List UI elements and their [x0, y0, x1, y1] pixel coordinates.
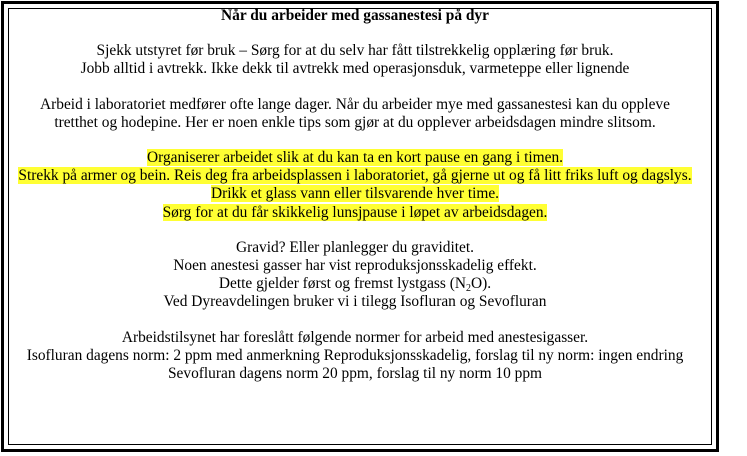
nitrous-oxide-text: Dette gjelder først og fremst lystgass (N: [218, 275, 466, 293]
tip-highlight-1: Organiserer arbeidet slik at du kan ta en kort pause en gang i timen.: [147, 149, 563, 167]
norms-line-1: Arbeidstilsynet har foreslått følgende normer for arbeid med anestesigasser.: [121, 328, 589, 346]
tip-highlight-3: Drikk et glass vann eller tilsvarende hver time.: [210, 185, 500, 203]
document-title: Når du arbeider med gassanestesi på dyr: [221, 7, 489, 24]
pregnancy-line-3: [0, 275, 710, 293]
pregnancy-line-1: Gravid? Eller planlegger du graviditet.: [235, 238, 475, 256]
norms-line-3: Sevofluran dagens norm 20 ppm, forslag til ny norm 10 ppm: [167, 365, 543, 383]
spacer: [0, 132, 710, 149]
intro-line-1: Sjekk utstyret før bruk – Sørg for at du selv har fått tilstrekkelig opplæring før bruk.: [96, 42, 614, 60]
tip-line-4: [0, 204, 710, 222]
intro-line-2: Jobb alltid i avtrekk. Ikke dekk til avtrekk med operasjonsduk, varmeteppe eller lignende: [80, 60, 630, 78]
tip-highlight-4: Sørg for at du får skikkelig lunsjpause i løpet av arbeidsdagen.: [162, 203, 548, 221]
pregnancy-line-2: Noen anestesi gasser har vist reproduksjonsskadelig effekt.: [173, 257, 537, 275]
spacer: [0, 79, 710, 96]
spacer: [0, 312, 710, 329]
norms-line-2: Isofluran dagens norm: 2 ppm med anmerkning Reproduksjonsskadelig, forslag til ny norm: ingen endring: [26, 346, 684, 364]
tip-highlight-2: Strekk på armer og bein. Reis deg fra arbeidsplassen i laboratoriet, gå gjerne ut og få litt friks luft og dagslys.: [18, 167, 692, 185]
tip-line-2: [0, 167, 710, 185]
nitrous-oxide-suffix: O).: [470, 275, 492, 293]
spacer: [0, 222, 710, 239]
workday-line-1: Arbeid i laboratoriet medfører ofte lange dager. Når du arbeider mye med gassanestesi kan du oppleve: [40, 95, 670, 113]
document-body: [0, 7, 710, 383]
tip-line-3: [0, 185, 710, 203]
tip-line-1: [0, 149, 710, 167]
pregnancy-line-4: Ved Dyreavdelingen bruker vi i tilegg Isofluran og Sevofluran: [163, 293, 547, 311]
workday-line-2: tretthet og hodepine. Her er noen enkle tips som gjør at du opplever arbeidsdagen mindre slitsom.: [54, 113, 656, 131]
subscript-two: 2: [465, 283, 471, 295]
spacer: [0, 25, 710, 42]
